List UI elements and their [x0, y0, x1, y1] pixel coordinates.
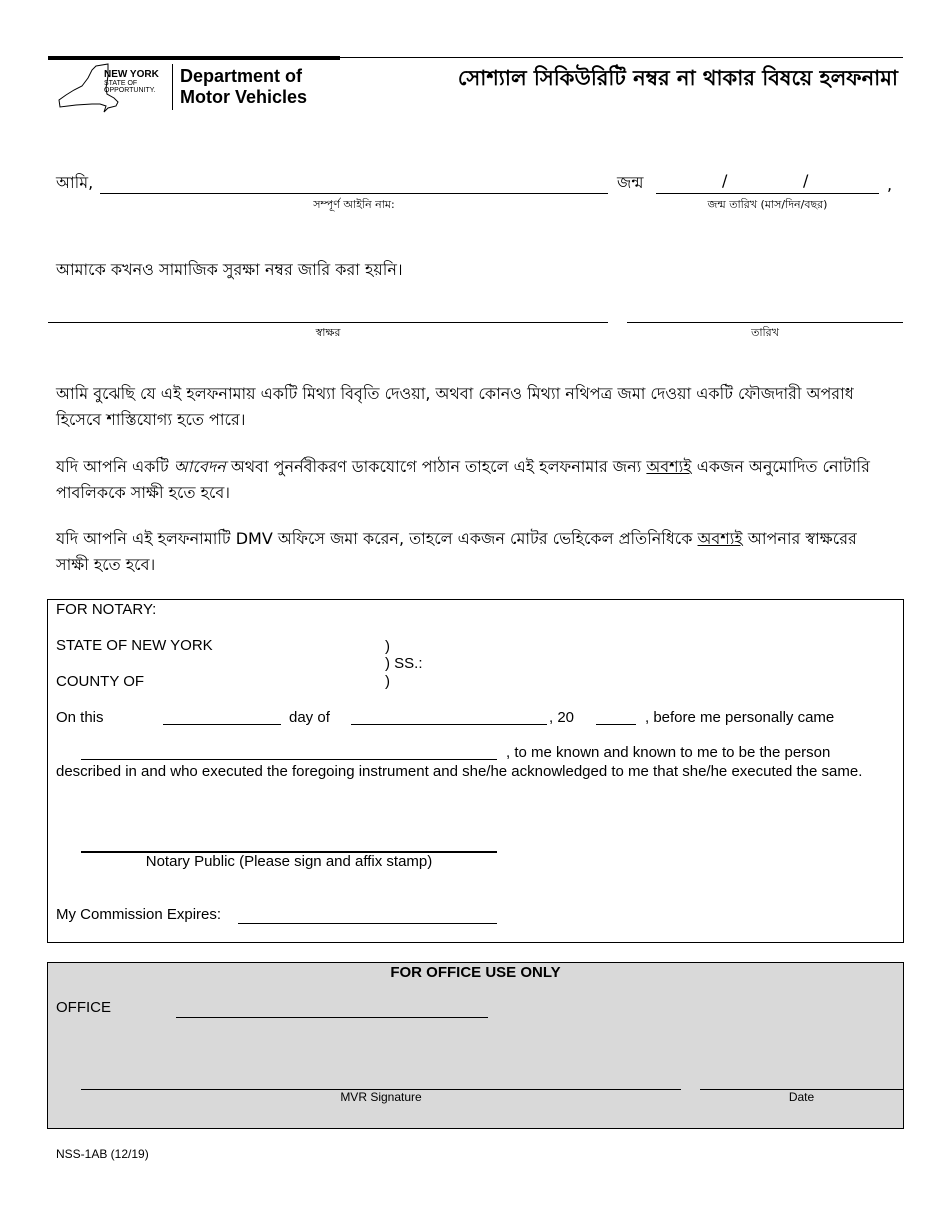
state-label: STATE OF NEW YORK: [56, 637, 213, 654]
department-line-1: Department of: [180, 66, 303, 86]
year-prefix: , 20: [549, 709, 575, 726]
notary-year-field[interactable]: [596, 724, 636, 725]
p3-part-a: যদি আপনি এই হলফনামাটি DMV অফিসে জমা করেন, তাহলে একজন মোটর ভেহিকেল প্রতিনিধিকে: [56, 529, 698, 548]
p2-part-c: একজন অনুমোদিত নোটারি পাবলিককে সাক্ষী হতে হবে।: [56, 457, 870, 502]
p3-part-b: আপনার স্বাক্ষরের সাক্ষী হতে হবে।: [56, 529, 857, 574]
dob-comma: ,: [887, 175, 893, 194]
day-of-label: day of: [289, 709, 330, 726]
county-label: COUNTY OF: [56, 673, 145, 690]
notary-month-field[interactable]: [351, 724, 547, 725]
ss-label: ) SS.:: [385, 655, 423, 672]
mvr-signature-caption: MVR Signature: [340, 1090, 422, 1104]
p2-emphasis: আবেদন: [173, 457, 226, 476]
i-label: আমি,: [56, 173, 94, 192]
before-me-text: , before me personally came: [645, 709, 835, 726]
document-title: সোশ্যাল সিকিউরিটি নম্বর না থাকার বিষয়ে হলফনামা: [457, 66, 898, 90]
full-name-field[interactable]: [100, 193, 608, 194]
ss-paren-top: ): [385, 638, 390, 655]
header-rule-thin: [340, 57, 903, 58]
department-line-2: Motor Vehicles: [180, 87, 308, 107]
signature-field[interactable]: [48, 322, 608, 323]
nys-logo: [56, 62, 166, 114]
full-name-caption: সম্পূর্ণ আইনি নাম:: [313, 198, 395, 211]
notary-person-name-field[interactable]: [81, 759, 497, 760]
notary-day-field[interactable]: [163, 724, 281, 725]
p3-underline: অবশ্যই: [697, 529, 743, 548]
signature-caption: স্বাক্ষর: [315, 326, 341, 339]
logo-divider: [172, 64, 173, 110]
logo-text-opportunity: OPPORTUNITY.: [104, 87, 156, 94]
for-notary-heading: FOR NOTARY:: [56, 601, 157, 618]
date-of-birth-field[interactable]: [656, 193, 879, 194]
born-label: জন্ম: [617, 173, 644, 192]
department-name: [180, 66, 307, 108]
commission-label: My Commission Expires:: [56, 906, 222, 923]
ss-paren-bottom: ): [385, 673, 390, 690]
logo-text-new-york: NEW YORK: [104, 69, 159, 80]
p2-part-a: যদি আপনি একটি: [56, 457, 174, 476]
p2-part-b: অথবা পুনর্নবীকরণ ডাকযোগে পাঠান তাহলে এই হলফনামার জন্য: [225, 457, 647, 476]
notary-section: [47, 599, 904, 943]
paragraph-dmv-office: [56, 526, 894, 578]
office-date-caption: Date: [788, 1090, 815, 1104]
dob-slash-1: /: [722, 171, 728, 190]
p2-underline: অবশ্যই: [646, 457, 692, 476]
dob-caption: জন্ম তারিখ (মাস/দিন/বছর): [707, 198, 828, 211]
form-id: NSS-1AB (12/19): [56, 1147, 149, 1161]
signature-date-field[interactable]: [627, 322, 903, 323]
office-use-heading: FOR OFFICE USE ONLY: [390, 964, 561, 981]
paragraph-perjury-warning: আমি বুঝেছি যে এই হলফনামায় একটি মিথ্যা বিবৃতি দেওয়া, অথবা কোনও মিথ্যা নথিপত্র জমা দেওয়া একটি ফৌজদারী অপরাধ হিসেবে শাস্তিযোগ্য হতে পারে।: [56, 384, 854, 429]
on-this-label: On this: [56, 709, 104, 726]
commission-expiry-field[interactable]: [238, 923, 497, 924]
header-rule-thick: [48, 56, 340, 60]
described-text: described in and who executed the foregoing instrument and she/he acknowledged to me that she/he executed the same.: [56, 763, 863, 780]
office-label: OFFICE: [56, 999, 111, 1016]
logo-text-state-of: STATE OF: [104, 80, 138, 87]
office-use-section: [47, 962, 904, 1129]
paragraph-notary-requirement: [56, 454, 894, 506]
signature-date-caption: তারিখ: [751, 326, 779, 339]
dob-slash-2: /: [803, 171, 809, 190]
known-text: , to me known and known to me to be the person: [506, 744, 831, 761]
office-field[interactable]: [176, 1017, 488, 1018]
notary-signature-caption: Notary Public (Please sign and affix stamp): [145, 853, 433, 870]
no-ssn-statement: আমাকে কখনও সামাজিক সুরক্ষা নম্বর জারি করা হয়নি।: [56, 260, 403, 279]
